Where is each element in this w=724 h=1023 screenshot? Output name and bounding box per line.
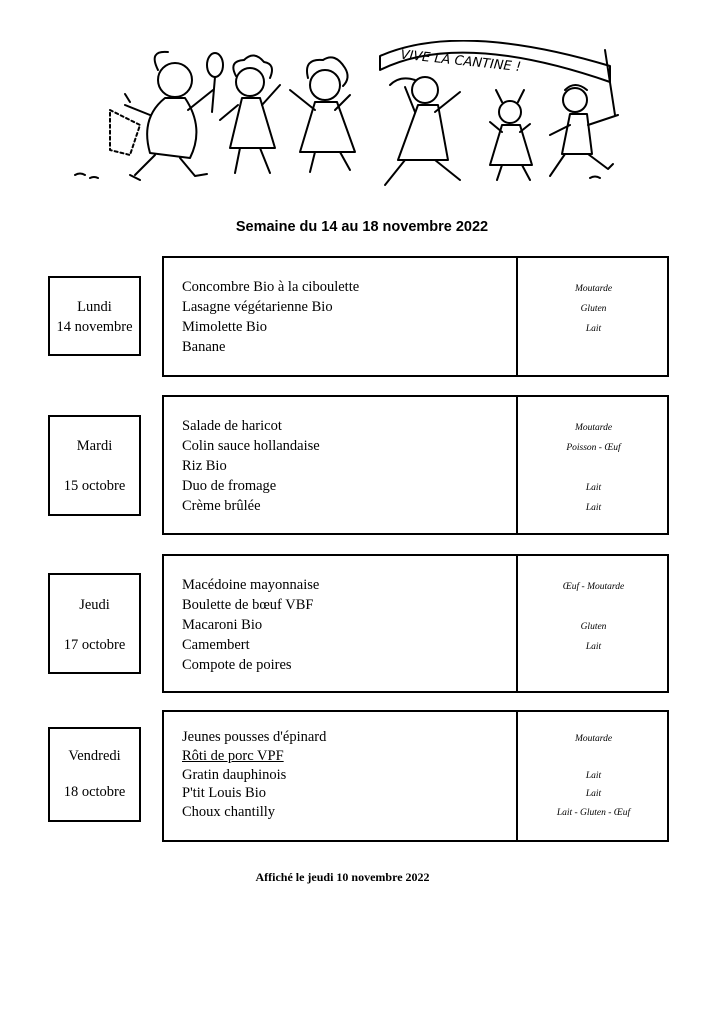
allergen: Gluten [580,622,607,632]
day-name: Lundi [77,299,112,315]
posted-date-footer: Affiché le jeudi 10 novembre 2022 [255,870,430,884]
allergen: Lait [585,642,602,652]
allergen: Œuf - Moutarde [562,582,625,592]
day-name: Mardi [76,438,113,454]
dish: Macédoine mayonnaise [182,577,320,593]
allergen: Lait - Gluten - Œuf [556,808,631,818]
dish: Camembert [182,637,250,653]
day-date: 14 novembre [56,319,133,335]
allergen: Poisson - Œuf [566,443,621,453]
menu-box-jeudi [162,554,669,693]
menu-box-vendredi [162,710,669,842]
allergen: Lait [585,789,602,799]
dish: Gratin dauphinois [182,767,287,783]
day-name: Jeudi [79,597,110,613]
dish: Crème brûlée [182,498,261,514]
page-title: Semaine du 14 au 18 novembre 2022 [235,219,489,235]
dish: Salade de haricot [182,418,282,434]
day-box-lundi [48,276,141,356]
menu-box-mardi [162,395,669,535]
dish: Macaroni Bio [182,617,263,633]
banner-text: VIVE LA CANTINE ! [399,47,522,76]
allergen: Lait [585,503,602,513]
dish: Duo de fromage [182,478,277,494]
dish: Rôti de porc VPF [182,748,284,764]
dish: Colin sauce hollandaise [182,438,320,454]
dish: Lasagne végétarienne Bio [182,299,333,315]
dish: Compote de poires [182,657,292,673]
allergen: Lait [585,324,602,334]
allergen: Lait [585,483,602,493]
allergen: Moutarde [574,284,613,294]
allergen: Gluten [580,304,607,314]
column-divider [516,258,518,375]
dish: P'tit Louis Bio [182,785,266,801]
dish: Jeunes pousses d'épinard [182,729,327,745]
dish: Concombre Bio à la ciboulette [182,279,360,295]
dish: Riz Bio [182,458,227,474]
allergen: Moutarde [574,423,613,433]
day-date: 17 octobre [63,637,126,653]
day-box-jeudi [48,573,141,674]
dish: Banane [182,339,226,355]
allergen: Moutarde [574,734,613,744]
dish: Mimolette Bio [182,319,267,335]
allergen: Lait [585,771,602,781]
day-box-mardi [48,415,141,516]
day-date: 18 octobre [63,784,126,800]
day-date: 15 octobre [63,478,126,494]
day-box-vendredi [48,727,141,822]
dish: Choux chantilly [182,804,276,820]
cantine-banner-illustration [70,40,650,200]
menu-box-lundi [162,256,669,377]
day-name: Vendredi [68,748,121,764]
dish: Boulette de bœuf VBF [182,597,314,613]
